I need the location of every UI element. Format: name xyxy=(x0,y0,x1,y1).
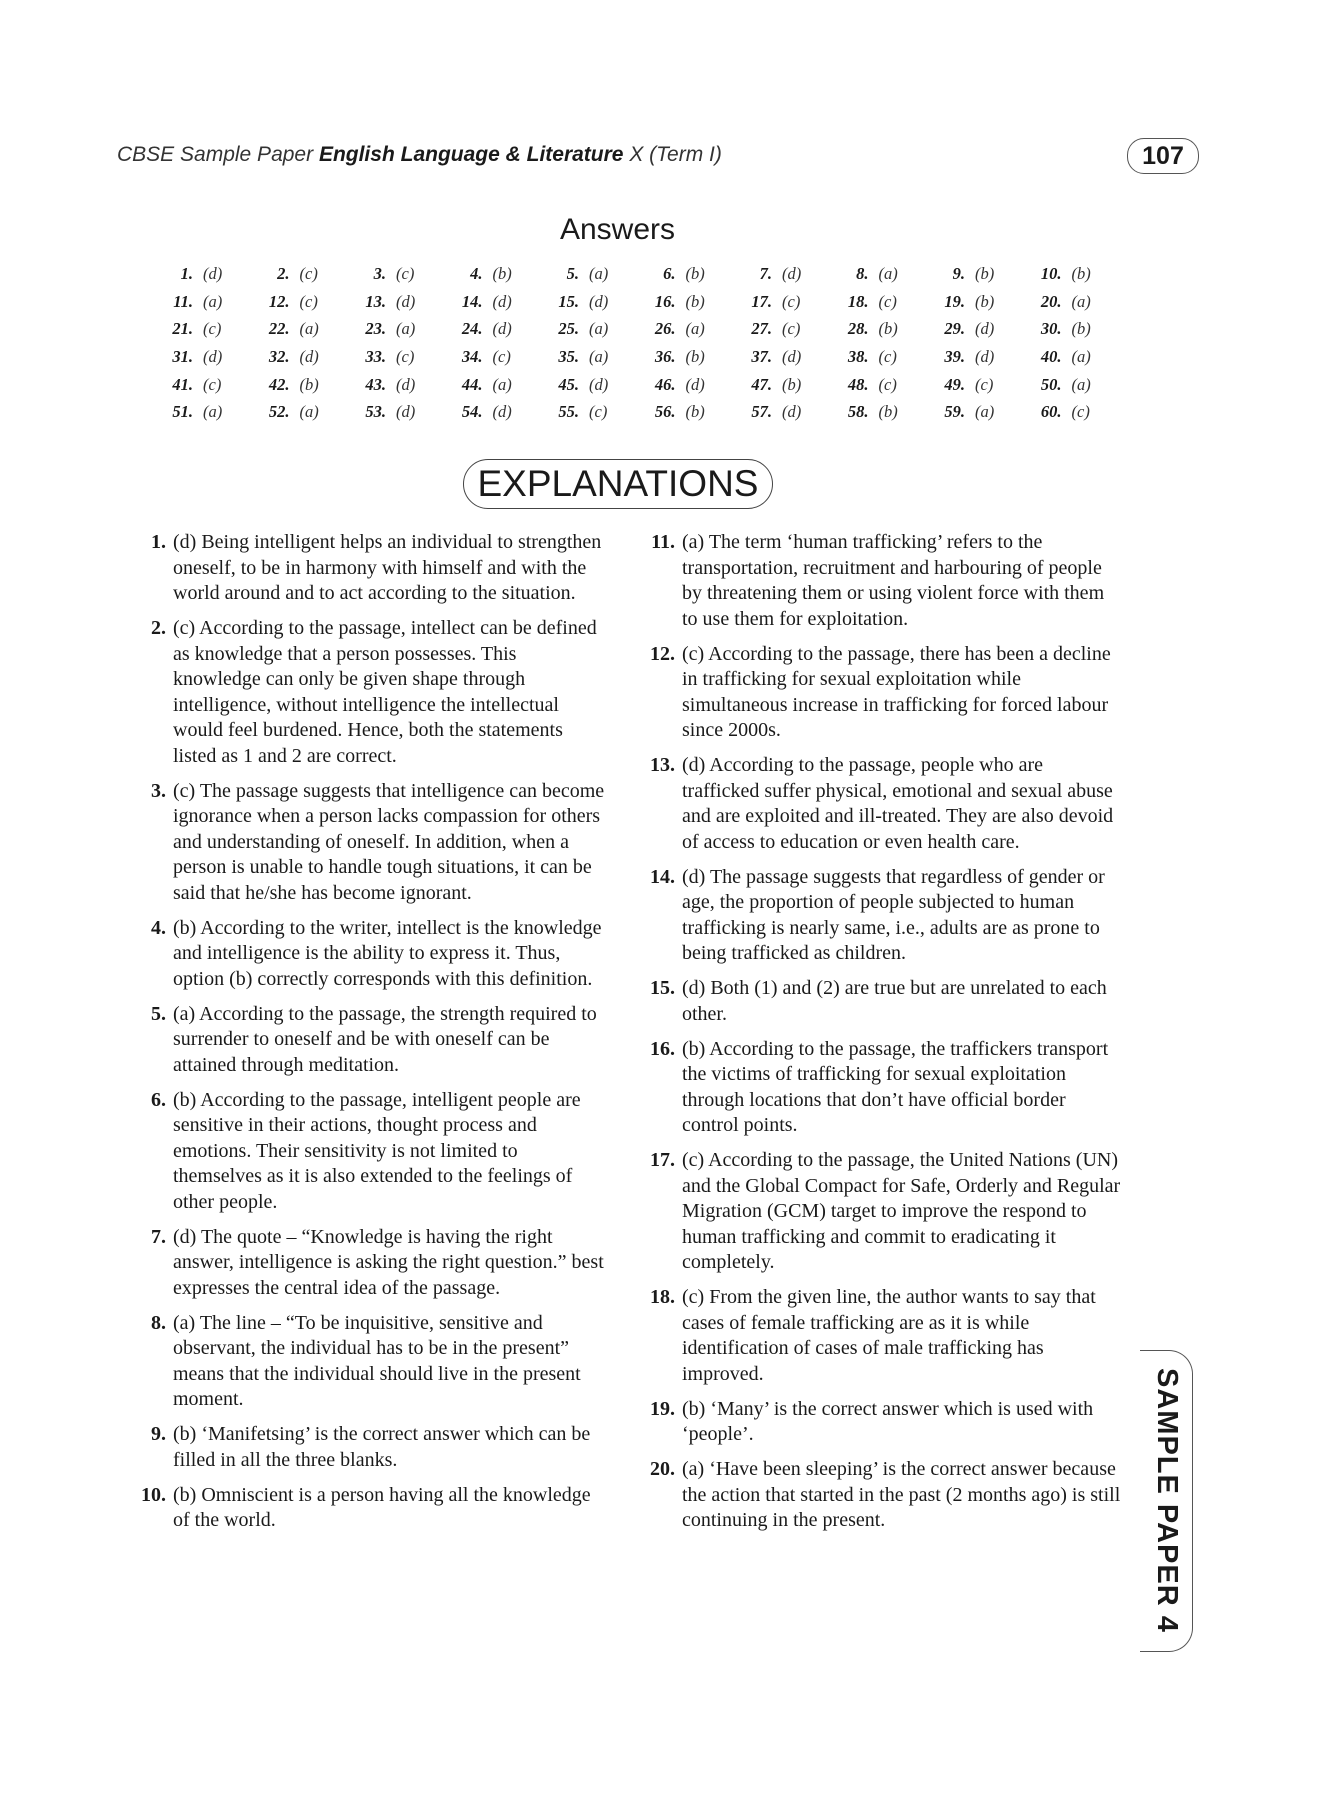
answer-number: 60. xyxy=(1040,402,1062,422)
explanation-item xyxy=(128,616,608,769)
answer-number: 32. xyxy=(268,346,290,366)
answer-option: (b) xyxy=(975,291,995,311)
answer-number: 6. xyxy=(663,263,676,283)
explanation-item xyxy=(128,916,608,993)
answer-option: (a) xyxy=(685,319,705,339)
answer-number: 29. xyxy=(944,319,965,339)
answer-option: (a) xyxy=(299,319,319,339)
explanation-number: 12. xyxy=(650,642,675,665)
answer-item xyxy=(536,260,633,288)
explanation-item xyxy=(128,1002,608,1079)
explanation-item xyxy=(637,642,1122,744)
explanation-text: (c) According to the passage, there has been a decline in trafficking for sexual exploitation while simultaneous increase in trafficking for forced labour since 2000s. xyxy=(682,642,1111,741)
answer-item xyxy=(729,260,826,288)
answer-item xyxy=(1019,398,1116,426)
explanation-text: (b) Omniscient is a person having all the knowledge of the world. xyxy=(173,1483,591,1531)
explanation-number: 13. xyxy=(650,754,675,776)
answer-option: (a) xyxy=(975,402,995,422)
answer-item xyxy=(633,288,730,316)
answer-number: 59. xyxy=(944,402,965,422)
answer-number: 55. xyxy=(558,402,579,422)
answer-number: 18. xyxy=(847,291,869,311)
answer-item xyxy=(440,315,537,343)
answer-item xyxy=(826,371,923,399)
answer-option: (d) xyxy=(396,374,416,394)
answer-option: (a) xyxy=(492,374,512,394)
answer-number: 56. xyxy=(654,402,676,422)
answer-item xyxy=(826,260,923,288)
explanation-number: 1. xyxy=(151,531,166,553)
explanation-number: 7. xyxy=(151,1225,166,1248)
answer-number: 33. xyxy=(365,346,386,366)
answer-item xyxy=(729,343,826,371)
explanation-number: 4. xyxy=(151,916,166,939)
explanation-number: 5. xyxy=(151,1002,166,1025)
answer-number: 4. xyxy=(470,263,483,283)
header-prefix: CBSE Sample Paper xyxy=(117,143,319,166)
answer-item xyxy=(1019,343,1116,371)
answer-number: 15. xyxy=(558,291,579,311)
explanation-item xyxy=(637,530,1122,632)
answer-number: 17. xyxy=(751,291,772,311)
answer-item xyxy=(247,315,344,343)
explanation-text: (b) According to the passage, intelligent people are sensitive in their actions, thought process and emotions. Their sensitivity is not limited to themselves as it is also extended to the feelings of other people. xyxy=(173,1088,581,1213)
answer-number: 34. xyxy=(461,346,483,366)
explanation-text: (c) According to the passage, intellect can be defined as knowledge that a person possesses. This knowledge can only be given shape through intelligence, without intelligence the intellectual would feel burdened. Hence, both the statements listed as 1 and 2 are correct. xyxy=(173,617,597,767)
page-number: 107 xyxy=(1127,138,1199,174)
answer-option: (b) xyxy=(299,374,319,394)
answer-option: (b) xyxy=(685,402,705,422)
answer-option: (a) xyxy=(589,263,609,283)
answer-option: (c) xyxy=(203,319,222,339)
answer-number: 40. xyxy=(1040,346,1062,366)
explanation-number: 3. xyxy=(151,779,166,802)
answer-number: 14. xyxy=(461,291,483,311)
answer-item xyxy=(1019,260,1116,288)
answer-option: (b) xyxy=(685,263,705,283)
answer-option: (b) xyxy=(878,319,898,339)
answer-option: (c) xyxy=(203,374,222,394)
answer-number: 53. xyxy=(365,402,386,422)
answer-item xyxy=(150,371,247,399)
explanation-item xyxy=(637,1397,1122,1448)
answer-item xyxy=(633,343,730,371)
answer-item xyxy=(536,315,633,343)
answer-option: (b) xyxy=(975,263,995,283)
answer-number: 42. xyxy=(268,374,290,394)
answer-option: (d) xyxy=(492,402,512,422)
answer-number: 36. xyxy=(654,346,676,366)
answer-item xyxy=(247,260,344,288)
answer-item xyxy=(247,398,344,426)
answer-item xyxy=(440,288,537,316)
explanation-text: (a) ‘Have been sleeping’ is the correct answer because the action that started in the past (2 months ago) is still continuing in the present. xyxy=(682,1458,1121,1531)
answer-number: 5. xyxy=(566,263,579,283)
answer-option: (c) xyxy=(782,319,801,339)
answer-item xyxy=(922,288,1019,316)
header-suffix: X (Term I) xyxy=(623,143,722,166)
answer-item xyxy=(440,260,537,288)
explanation-item xyxy=(128,1311,608,1413)
answer-number: 21. xyxy=(172,319,193,339)
answer-option: (b) xyxy=(685,346,705,366)
answer-option: (d) xyxy=(492,319,512,339)
answer-item xyxy=(826,398,923,426)
answer-item xyxy=(826,315,923,343)
answer-item xyxy=(729,371,826,399)
answer-number: 41. xyxy=(172,374,193,394)
answer-number: 37. xyxy=(751,346,772,366)
answer-option: (c) xyxy=(299,263,318,283)
answer-option: (a) xyxy=(203,402,223,422)
answer-number: 12. xyxy=(268,291,290,311)
answer-item xyxy=(922,260,1019,288)
answer-option: (c) xyxy=(492,346,511,366)
answer-item xyxy=(633,398,730,426)
answer-option: (d) xyxy=(203,263,223,283)
running-header xyxy=(117,143,722,167)
answer-option: (b) xyxy=(1071,319,1091,339)
answer-item xyxy=(343,343,440,371)
explanation-text: (b) According to the writer, intellect is the knowledge and intelligence is the ability to express it. Thus, option (b) correctly corresponds with this definition. xyxy=(173,916,602,990)
answer-number: 22. xyxy=(268,319,290,339)
answer-item xyxy=(633,371,730,399)
answer-item xyxy=(440,371,537,399)
answer-item xyxy=(440,343,537,371)
explanation-item xyxy=(128,530,608,607)
answer-number: 38. xyxy=(847,346,869,366)
answer-number: 50. xyxy=(1040,374,1062,394)
explanation-item xyxy=(637,865,1122,967)
answer-number: 19. xyxy=(944,291,965,311)
answer-option: (c) xyxy=(1071,402,1090,422)
explanation-item xyxy=(637,1037,1122,1139)
answer-number: 57. xyxy=(751,402,772,422)
answer-item xyxy=(150,260,247,288)
explanation-text: (a) The term ‘human trafficking’ refers to the transportation, recruitment and harbouring of people by threatening them or using violent force with them to use them for exploitation. xyxy=(682,531,1105,630)
answer-number: 26. xyxy=(654,319,676,339)
answer-number: 20. xyxy=(1040,291,1062,311)
answer-option: (b) xyxy=(878,402,898,422)
answer-number: 7. xyxy=(759,263,772,283)
explanation-item xyxy=(128,1483,608,1534)
explanation-text: (a) According to the passage, the strength required to surrender to oneself and be with oneself can be attained through meditation. xyxy=(173,1002,597,1076)
explanation-text: (d) The quote – “Knowledge is having the right answer, intelligence is asking the right question.” best expresses the central idea of the passage. xyxy=(173,1225,604,1299)
answer-item xyxy=(247,343,344,371)
answer-number: 13. xyxy=(365,291,386,311)
answer-item xyxy=(536,343,633,371)
answer-item xyxy=(729,398,826,426)
header-subject: English Language & Literature xyxy=(318,143,624,166)
explanation-number: 17. xyxy=(650,1149,675,1171)
answer-key-grid xyxy=(150,260,1115,426)
explanation-item xyxy=(637,1457,1122,1534)
answer-item xyxy=(1019,371,1116,399)
answer-option: (b) xyxy=(492,263,512,283)
answer-number: 30. xyxy=(1040,319,1062,339)
side-tab-label: SAMPLE PAPER 4 xyxy=(1151,1367,1183,1633)
answer-option: (d) xyxy=(492,291,512,311)
answer-number: 8. xyxy=(856,263,869,283)
answer-item xyxy=(343,260,440,288)
explanation-item xyxy=(637,1285,1122,1387)
explanation-text: (c) From the given line, the author wants to say that cases of female trafficking are as it is while identification of cases of male trafficking has improved. xyxy=(682,1286,1096,1385)
explanation-number: 11. xyxy=(651,531,675,553)
explanation-text: (c) According to the passage, the United Nations (UN) and the Global Compact for Safe, Orderly and Regular Migration (GCM) target to improve the respond to human trafficking and commit to eradicating it completely. xyxy=(682,1149,1121,1273)
explanations-title: EXPLANATIONS xyxy=(463,459,773,509)
answer-option: (d) xyxy=(782,346,802,366)
explanation-item xyxy=(128,1422,608,1473)
answer-option: (d) xyxy=(589,291,609,311)
answer-option: (a) xyxy=(1071,346,1091,366)
answer-option: (a) xyxy=(203,291,223,311)
answer-number: 11. xyxy=(173,291,193,311)
answer-item xyxy=(150,398,247,426)
explanation-number: 10. xyxy=(141,1483,166,1506)
answer-number: 27. xyxy=(751,319,772,339)
explanation-number: 2. xyxy=(151,617,166,639)
answer-option: (d) xyxy=(589,374,609,394)
answer-item xyxy=(729,288,826,316)
answer-item xyxy=(150,315,247,343)
explanation-item xyxy=(128,779,608,907)
explanation-number: 6. xyxy=(151,1088,166,1111)
answer-option: (a) xyxy=(589,319,609,339)
explanation-text: (d) Both (1) and (2) are true but are unrelated to each other. xyxy=(682,977,1107,1025)
explanation-text: (d) The passage suggests that regardless of gender or age, the proportion of people subjected to human trafficking is nearly same, i.e., adults are as prone to being trafficked as children. xyxy=(682,865,1105,964)
answer-number: 24. xyxy=(461,319,483,339)
answer-number: 51. xyxy=(172,402,193,422)
answer-item xyxy=(343,398,440,426)
answer-option: (d) xyxy=(975,319,995,339)
answer-option: (c) xyxy=(396,263,415,283)
answer-number: 1. xyxy=(180,263,193,283)
answer-item xyxy=(1019,315,1116,343)
explanation-item xyxy=(637,753,1122,855)
answer-number: 58. xyxy=(847,402,869,422)
explanation-number: 20. xyxy=(650,1458,675,1480)
answer-option: (c) xyxy=(878,291,897,311)
answer-option: (a) xyxy=(1071,291,1091,311)
answer-item xyxy=(1019,288,1116,316)
answer-option: (b) xyxy=(1071,263,1091,283)
answer-option: (c) xyxy=(878,374,897,394)
explanations-right-column xyxy=(637,530,1122,1543)
explanation-item xyxy=(637,976,1122,1027)
answer-option: (d) xyxy=(396,291,416,311)
explanation-item xyxy=(128,1088,608,1216)
answer-number: 28. xyxy=(847,319,869,339)
answer-item xyxy=(922,371,1019,399)
answer-number: 39. xyxy=(944,346,965,366)
answer-item xyxy=(633,260,730,288)
answer-item xyxy=(536,288,633,316)
explanation-number: 9. xyxy=(151,1423,166,1445)
answer-number: 23. xyxy=(365,319,386,339)
answer-option: (d) xyxy=(782,402,802,422)
answer-item xyxy=(633,315,730,343)
answer-number: 16. xyxy=(654,291,676,311)
answer-number: 48. xyxy=(847,374,869,394)
answer-option: (b) xyxy=(685,291,705,311)
explanation-number: 8. xyxy=(151,1311,166,1334)
explanation-number: 16. xyxy=(650,1037,675,1060)
answer-option: (d) xyxy=(782,263,802,283)
answer-item xyxy=(536,371,633,399)
answer-item xyxy=(343,371,440,399)
answer-item xyxy=(247,371,344,399)
answer-item xyxy=(343,315,440,343)
answer-option: (c) xyxy=(589,402,608,422)
answer-option: (d) xyxy=(685,374,705,394)
answer-number: 49. xyxy=(944,374,965,394)
answer-number: 47. xyxy=(751,374,772,394)
answer-option: (a) xyxy=(878,263,898,283)
explanation-text: (b) ‘Manifetsing’ is the correct answer which can be filled in all the three blanks. xyxy=(173,1423,591,1471)
answer-item xyxy=(826,288,923,316)
answer-option: (d) xyxy=(203,346,223,366)
answer-item xyxy=(440,398,537,426)
explanation-text: (a) The line – “To be inquisitive, sensitive and observant, the individual has to be in the present” means that the individual should live in the present moment. xyxy=(173,1311,581,1410)
answer-option: (a) xyxy=(299,402,319,422)
answer-option: (c) xyxy=(878,346,897,366)
answer-number: 31. xyxy=(172,346,193,366)
explanation-item xyxy=(128,1225,608,1302)
explanation-text: (d) Being intelligent helps an individual to strengthen oneself, to be in harmony with himself and with the world around and to act according to the situation. xyxy=(173,531,602,604)
answer-option: (b) xyxy=(782,374,802,394)
explanation-text: (d) According to the passage, people who are trafficked suffer physical, emotional and sexual abuse and are exploited and ill-treated. They are also devoid of access to education or even health care. xyxy=(682,754,1114,853)
explanation-number: 14. xyxy=(650,865,675,888)
answer-option: (a) xyxy=(1071,374,1091,394)
answer-item xyxy=(247,288,344,316)
answer-item xyxy=(922,398,1019,426)
answer-option: (c) xyxy=(396,346,415,366)
explanation-text: (b) According to the passage, the traffickers transport the victims of trafficking for sexual exploitation through locations that don’t have official border control points. xyxy=(682,1037,1109,1136)
answer-item xyxy=(729,315,826,343)
answer-item xyxy=(150,343,247,371)
answer-option: (d) xyxy=(396,402,416,422)
answer-number: 2. xyxy=(277,263,290,283)
explanation-number: 15. xyxy=(650,977,675,999)
answer-item xyxy=(922,315,1019,343)
answer-number: 43. xyxy=(365,374,386,394)
answer-number: 9. xyxy=(952,263,965,283)
answer-item xyxy=(150,288,247,316)
answer-option: (a) xyxy=(396,319,416,339)
answer-option: (c) xyxy=(975,374,994,394)
answer-number: 46. xyxy=(654,374,676,394)
answer-option: (a) xyxy=(589,346,609,366)
answer-option: (d) xyxy=(299,346,319,366)
answer-number: 52. xyxy=(268,402,290,422)
explanation-number: 18. xyxy=(650,1286,675,1308)
explanation-text: (c) The passage suggests that intelligence can become ignorance when a person lacks compassion for others and understanding of oneself. In addition, when a person is unable to handle tough situations, it can be said that he/she has become ignorant. xyxy=(173,779,605,904)
answer-number: 45. xyxy=(558,374,579,394)
answer-number: 10. xyxy=(1040,263,1062,283)
explanation-item xyxy=(637,1148,1122,1276)
answer-item xyxy=(826,343,923,371)
answer-number: 25. xyxy=(558,319,579,339)
explanation-text: (b) ‘Many’ is the correct answer which is used with ‘people’. xyxy=(682,1397,1094,1445)
answer-number: 35. xyxy=(558,346,579,366)
answer-number: 3. xyxy=(373,263,386,283)
answer-number: 44. xyxy=(461,374,483,394)
answer-item xyxy=(536,398,633,426)
answer-item xyxy=(343,288,440,316)
explanations-left-column xyxy=(128,530,608,1543)
explanation-number: 19. xyxy=(650,1397,675,1420)
answer-option: (d) xyxy=(975,346,995,366)
answer-number: 54. xyxy=(461,402,483,422)
answer-option: (c) xyxy=(782,291,801,311)
answer-option: (c) xyxy=(299,291,318,311)
answers-title: Answers xyxy=(559,213,676,246)
answer-item xyxy=(922,343,1019,371)
